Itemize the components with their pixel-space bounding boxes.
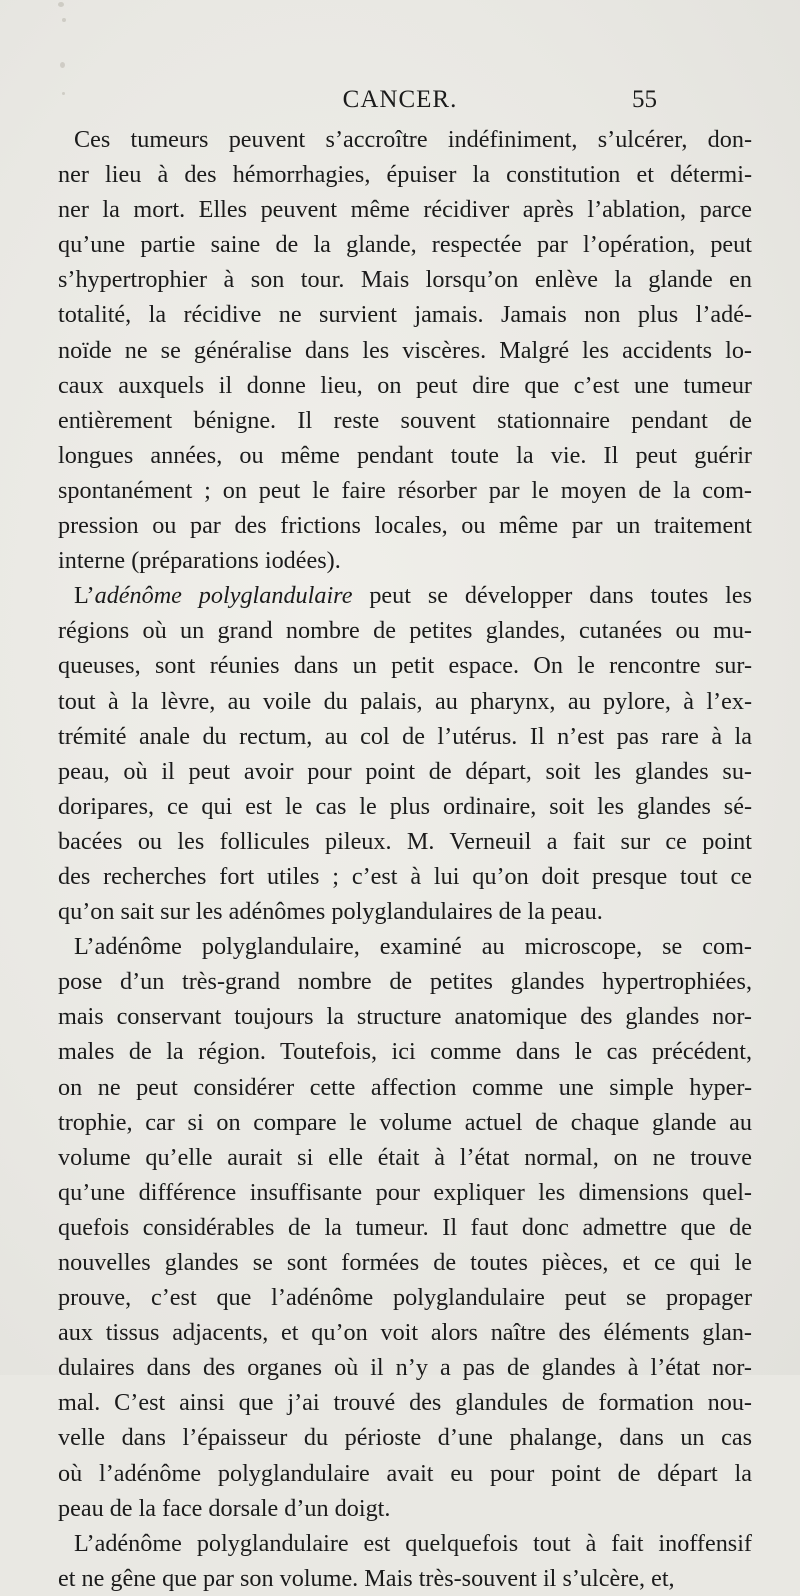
line-text: nouvelles glandes se sont formées de toutes pièces, et ce qui le — [58, 1249, 752, 1276]
text-line — [58, 964, 752, 999]
text-line — [58, 1034, 752, 1069]
line-text: queuses, sont réunies dans un petit espace. On le rencontre sur- — [58, 652, 752, 680]
line-text: Ces tumeurs peuvent s’accroître indéfiniment, s’ulcérer, don- — [74, 126, 752, 153]
text-line — [58, 648, 752, 683]
text-line — [58, 543, 752, 578]
text-line — [58, 192, 752, 227]
text-line — [58, 1420, 752, 1455]
line-text: noïde ne se généralise dans les viscères. Malgré les accidents lo- — [58, 336, 752, 364]
text-line — [58, 1070, 752, 1105]
line-text: quefois considérables de la tumeur. Il faut donc admettre que de — [58, 1213, 752, 1241]
line-text: trémité anale du rectum, au col de l’utérus. Il n’est pas rare à la — [58, 722, 752, 750]
line-text: où l’adénôme polyglandulaire avait eu pour point de départ la — [58, 1459, 752, 1487]
text-line — [58, 227, 752, 262]
text-line — [58, 1280, 752, 1315]
line-text: tout à la lèvre, au voile du palais, au pharynx, au pylore, à l’ex- — [58, 687, 752, 715]
line-text: s’hypertrophier à son tour. Mais lorsqu’on enlève la glande en — [58, 266, 752, 294]
line-text: totalité, la récidive ne survient jamais. Jamais non plus l’adé- — [58, 301, 752, 329]
line-text: mal. C’est ainsi que j’ai trouvé des glandules de formation nou- — [58, 1389, 752, 1417]
text-line — [58, 1561, 752, 1596]
line-text: qu’une partie saine de la glande, respectée par l’opération, peut — [58, 231, 752, 259]
text-line — [58, 999, 752, 1034]
text-line — [58, 684, 752, 719]
text-line — [58, 824, 752, 859]
text-line — [58, 1315, 752, 1350]
text-line — [58, 438, 752, 473]
line-text: L’adénôme polyglandulaire est quelquefois tout à fait inoffensif — [74, 1529, 752, 1557]
paper-speck — [62, 18, 66, 22]
line-text: trophie, car si on compare le volume actuel de chaque glande au — [58, 1108, 752, 1136]
line-text: pose d’un très-grand nombre de petites glandes hypertrophiées, — [58, 968, 752, 996]
line-text: pression ou par des frictions locales, ou même par un traitement — [58, 512, 752, 540]
line-text: doripares, ce qui est le cas le plus ordinaire, soit les glandes sé- — [58, 792, 752, 820]
text-line — [58, 508, 752, 543]
line-text: volume qu’elle aurait si elle était à l’état normal, on ne trouve — [58, 1143, 752, 1171]
line-text: peau de la face dorsale d’un doigt. — [58, 1494, 391, 1522]
line-text: et ne gêne que par son volume. Mais très-souvent il s’ulcère, et, — [58, 1564, 675, 1592]
text-line — [58, 613, 752, 648]
text-line — [58, 1491, 752, 1526]
line-text: on ne peut considérer cette affection comme une simple hyper- — [58, 1073, 752, 1101]
line-text: qu’une différence insuffisante pour expliquer les dimensions quel- — [58, 1178, 752, 1206]
text-line — [58, 297, 752, 332]
text-line — [58, 368, 752, 403]
text-line — [58, 894, 752, 929]
italic-term: adénôme polyglandulaire — [94, 582, 353, 610]
page-number: 55 — [632, 86, 657, 113]
text-line — [58, 1456, 752, 1491]
line-text: males de la région. Toutefois, ici comme dans le cas précédent, — [58, 1038, 752, 1066]
text-line — [58, 1105, 752, 1140]
text-line — [58, 1245, 752, 1280]
line-text: peut se développer dans toutes les — [352, 582, 752, 610]
text-line — [58, 859, 752, 894]
text-line — [58, 1175, 752, 1210]
line-text: mais conservant toujours la structure anatomique des glandes nor- — [58, 1003, 752, 1031]
line-text: velle dans l’épaisseur du périoste d’une phalange, dans un cas — [58, 1424, 752, 1452]
text-line — [58, 122, 752, 157]
text-line — [58, 719, 752, 754]
text-line — [58, 473, 752, 508]
text-line — [58, 1350, 752, 1385]
line-text: longues années, ou même pendant toute la vie. Il peut guérir — [58, 441, 752, 469]
line-prefix: L’ — [74, 582, 95, 610]
text-line — [58, 754, 752, 789]
line-text: prouve, c’est que l’adénôme polyglandulaire peut se propager — [58, 1284, 752, 1312]
line-text: L’adénôme polyglandulaire, examiné au microscope, se com- — [74, 933, 752, 961]
running-title: CANCER. — [342, 86, 458, 113]
text-line — [58, 1526, 752, 1561]
page-header — [0, 80, 800, 120]
text-line — [58, 1385, 752, 1420]
line-text: entièrement bénigne. Il reste souvent stationnaire pendant de — [58, 406, 752, 434]
line-text: ner la mort. Elles peuvent même récidiver après l’ablation, parce — [58, 196, 752, 224]
paper-speck — [58, 2, 64, 7]
line-text: ner lieu à des hémorrhagies, épuiser la constitution et détermi- — [58, 161, 752, 189]
text-line — [58, 789, 752, 824]
line-text: caux auxquels il donne lieu, on peut dire que c’est une tumeur — [58, 371, 752, 399]
paper-speck — [60, 62, 65, 68]
line-text: spontanément ; on peut le faire résorber par le moyen de la com- — [58, 476, 752, 504]
line-text: des recherches fort utiles ; c’est à lui qu’on doit presque tout ce — [58, 862, 752, 890]
text-line — [58, 333, 752, 368]
text-line — [58, 262, 752, 297]
text-line — [58, 1140, 752, 1175]
line-text: qu’on sait sur les adénômes polyglandulaires de la peau. — [58, 898, 603, 926]
line-text: peau, où il peut avoir pour point de départ, soit les glandes su- — [58, 757, 752, 785]
line-text: régions où un grand nombre de petites glandes, cutanées ou mu- — [58, 617, 752, 645]
line-text: dulaires dans des organes où il n’y a pas de glandes à l’état nor- — [58, 1354, 752, 1382]
text-line — [58, 403, 752, 438]
line-text: bacées ou les follicules pileux. M. Verneuil a fait sur ce point — [58, 827, 752, 855]
text-line — [58, 929, 752, 964]
line-text: interne (préparations iodées). — [58, 547, 341, 575]
text-line — [58, 1210, 752, 1245]
line-text: aux tissus adjacents, et qu’on voit alors naître des éléments glan- — [58, 1319, 752, 1347]
text-line — [58, 157, 752, 192]
text-line — [58, 578, 752, 613]
